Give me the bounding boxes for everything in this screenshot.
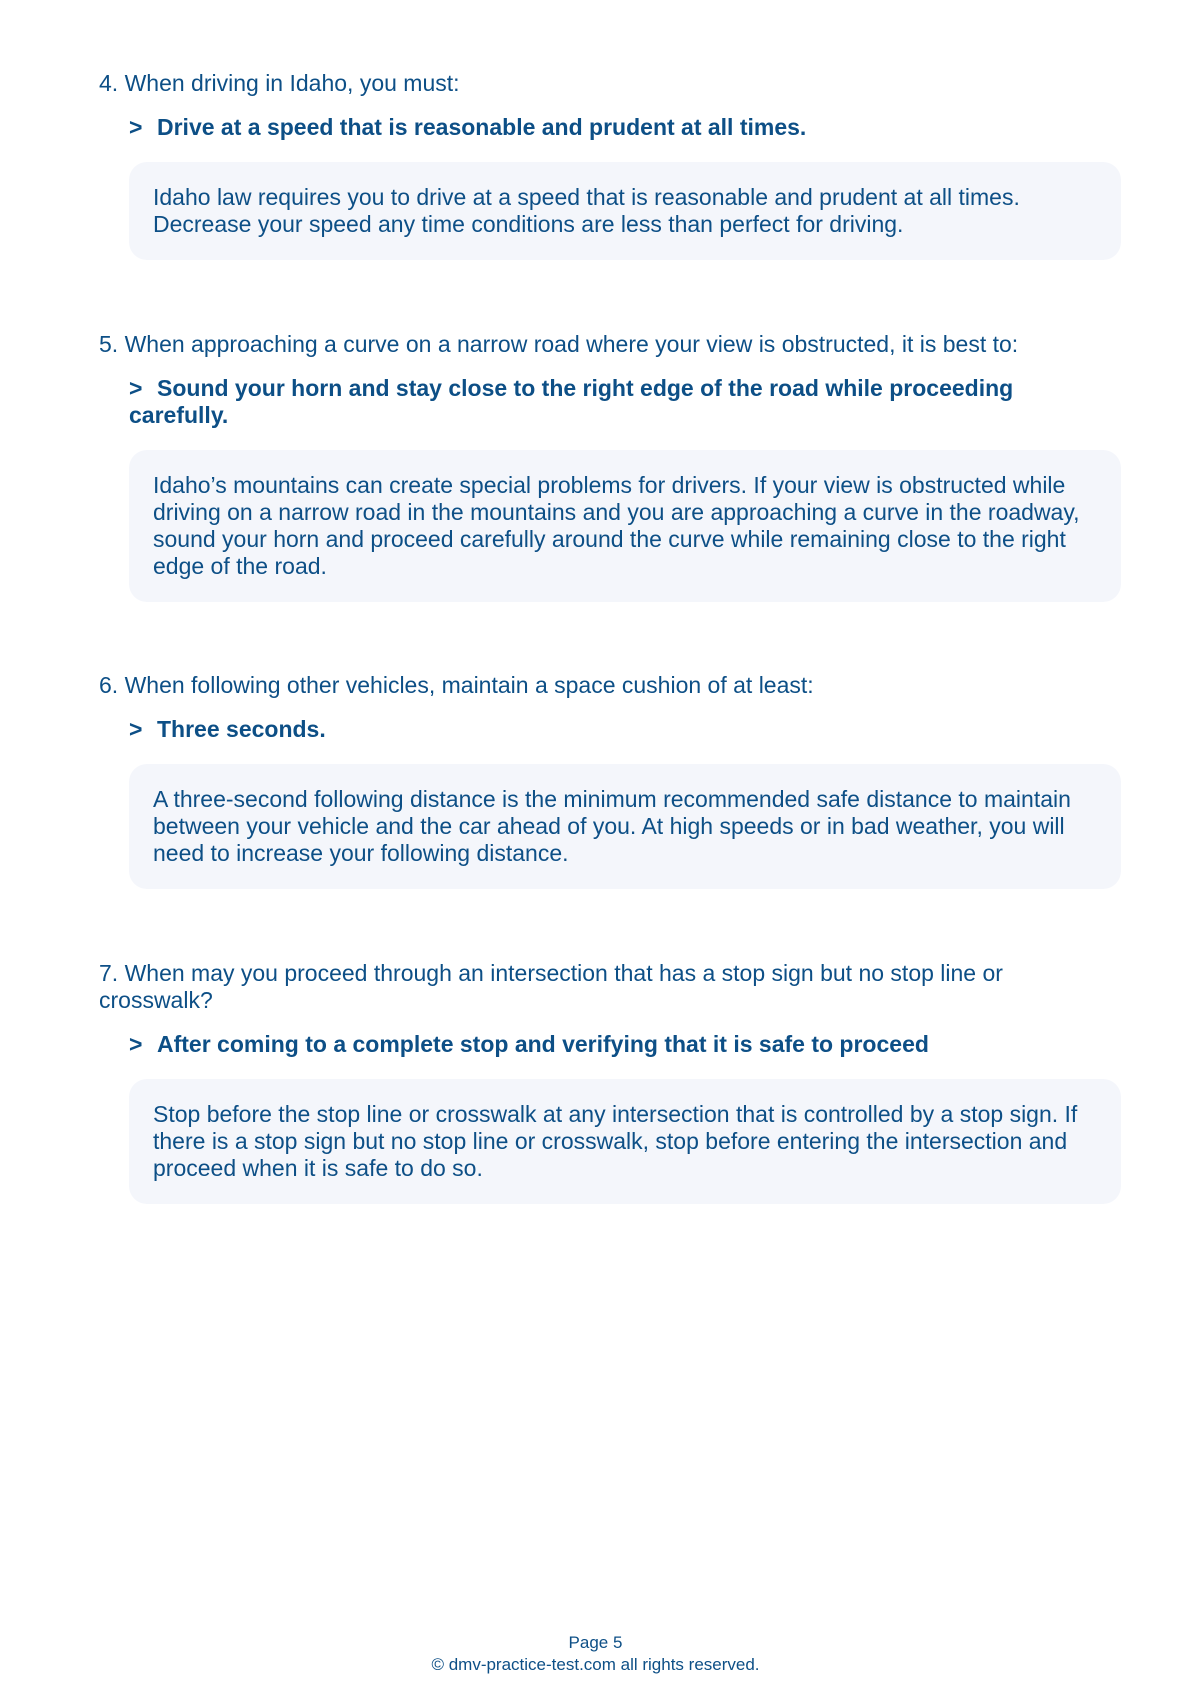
answer-label: Drive at a speed that is reasonable and prudent at all times. <box>157 114 807 140</box>
answer-marker: > <box>129 375 143 401</box>
answer-marker: > <box>129 1031 143 1057</box>
answer-marker: > <box>129 114 143 140</box>
copyright-notice: © dmv-practice-test.com all rights reserved. <box>431 1655 760 1674</box>
explanation-box: Stop before the stop line or crosswalk at any intersection that is controlled by a stop sign. If there is a stop sign but no stop line or crosswalk, stop before entering the intersection and proceed when it is safe to do so. <box>129 1079 1121 1204</box>
answer-label: Sound your horn and stay close to the right edge of the road while proceeding carefully. <box>129 375 1014 428</box>
answer-text <box>129 114 1121 141</box>
question-text: 7. When may you proceed through an intersection that has a stop sign but no stop line or crosswalk? <box>99 960 1003 1013</box>
question-text: 5. When approaching a curve on a narrow road where your view is obstructed, it is best to: <box>99 331 1019 357</box>
question-block-5 <box>99 331 1121 602</box>
question-block-7 <box>99 960 1121 1204</box>
answer-label: After coming to a complete stop and verifying that it is safe to proceed <box>157 1031 929 1057</box>
answer-text <box>129 375 1121 429</box>
page-number: Page 5 <box>568 1633 623 1652</box>
answer-label: Three seconds. <box>157 716 326 742</box>
explanation-box: Idaho law requires you to drive at a speed that is reasonable and prudent at all times. Decrease your speed any time conditions are less than perfect for driving. <box>129 162 1121 260</box>
question-block-4 <box>99 70 1121 260</box>
explanation-box: A three-second following distance is the minimum recommended safe distance to maintain between your vehicle and the car ahead of you. At high speeds or in bad weather, you will need to increase your following distance. <box>129 764 1121 889</box>
question-text: 4. When driving in Idaho, you must: <box>99 70 460 96</box>
explanation-box: Idaho’s mountains can create special problems for drivers. If your view is obstructed while driving on a narrow road in the mountains and you are approaching a curve in the roadway, sound your horn and proceed carefully around the curve while remaining close to the right edge of the road. <box>129 450 1121 602</box>
question-block-6 <box>99 672 1121 889</box>
answer-marker: > <box>129 716 143 742</box>
answer-text <box>129 1031 1121 1058</box>
page-footer <box>0 1632 1191 1676</box>
question-text: 6. When following other vehicles, maintain a space cushion of at least: <box>99 672 814 698</box>
answer-text <box>129 716 1121 743</box>
